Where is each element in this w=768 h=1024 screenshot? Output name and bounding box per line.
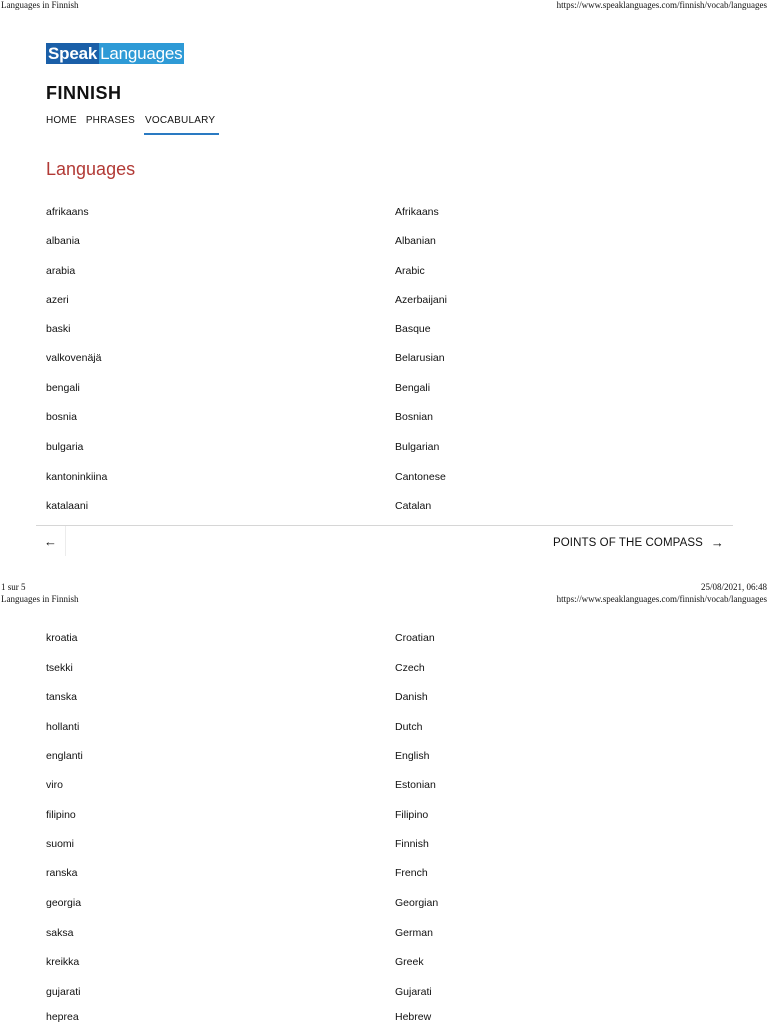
vocab-row (0, 470, 768, 484)
finnish-word: bulgaria (46, 441, 84, 453)
vocab-row (0, 896, 768, 910)
finnish-word: filipino (46, 809, 76, 821)
english-word: Filipino (395, 809, 429, 821)
finnish-word: kroatia (46, 632, 78, 644)
finnish-word: georgia (46, 897, 82, 909)
finnish-word: saksa (46, 927, 74, 939)
english-word: Albanian (395, 235, 436, 247)
finnish-word: albania (46, 235, 80, 247)
vocab-row (0, 926, 768, 940)
finnish-word: kantoninkiina (46, 471, 108, 483)
vocab-row (0, 778, 768, 792)
vocab-row (0, 631, 768, 645)
english-word: French (395, 867, 428, 879)
english-word: English (395, 750, 430, 762)
print-header-title: Languages in Finnish (1, 0, 79, 10)
english-word: Croatian (395, 632, 435, 644)
vocab-row (0, 322, 768, 336)
vocab-row (0, 264, 768, 278)
main-nav (46, 115, 219, 135)
finnish-word: valkovenäjä (46, 352, 102, 364)
english-word: Basque (395, 323, 431, 335)
english-word: Estonian (395, 779, 436, 791)
vocab-row (0, 234, 768, 248)
vocab-row (0, 955, 768, 969)
finnish-word: viro (46, 779, 63, 791)
finnish-word: bengali (46, 382, 80, 394)
english-word: Danish (395, 691, 428, 703)
finnish-word: heprea (46, 1011, 79, 1023)
english-word: Dutch (395, 721, 423, 733)
logo-languages-text: Languages (100, 44, 183, 63)
english-word: Hebrew (395, 1011, 432, 1023)
vocab-row (0, 499, 768, 513)
vocab-row (0, 808, 768, 822)
next-topic-label: POINTS OF THE COMPASS (552, 536, 703, 549)
finnish-word: katalaani (46, 500, 89, 512)
vocab-row (0, 720, 768, 734)
print-header-url[interactable]: https://www.speaklanguages.com/finnish/vocab/languages (556, 594, 767, 604)
english-word: Bulgarian (395, 441, 440, 453)
language-title: FINNISH (46, 83, 122, 103)
finnish-word: azeri (46, 294, 69, 306)
english-word: Azerbaijani (395, 294, 447, 306)
finnish-word: ranska (46, 867, 78, 879)
english-word: Bosnian (395, 411, 433, 423)
arrow-left-icon: ← (44, 534, 57, 549)
vocab-row (0, 749, 768, 763)
vocab-row (0, 205, 768, 219)
vocab-row (0, 985, 768, 999)
english-word: Georgian (395, 897, 439, 909)
finnish-word: bosnia (46, 411, 77, 423)
vocab-row (0, 440, 768, 454)
vocab-row (0, 866, 768, 880)
english-word: Bengali (395, 382, 431, 394)
english-word: Czech (395, 662, 425, 674)
previous-page-button[interactable] (44, 534, 57, 549)
finnish-word: arabia (46, 265, 76, 277)
finnish-word: suomi (46, 838, 75, 850)
finnish-word: baski (46, 323, 71, 335)
next-topic-link[interactable] (553, 535, 724, 550)
vocab-row (0, 1010, 768, 1024)
english-word: Arabic (395, 265, 425, 277)
finnish-word: hollanti (46, 721, 80, 733)
english-word: Finnish (395, 838, 429, 850)
vocab-row (0, 381, 768, 395)
finnish-word: afrikaans (46, 206, 89, 218)
vocab-row (0, 293, 768, 307)
arrow-right-icon: → (710, 535, 724, 550)
print-footer-page: 1 sur 5 (1, 582, 26, 592)
finnish-word: gujarati (46, 986, 81, 998)
english-word: Belarusian (395, 352, 445, 364)
print-footer-datetime: 25/08/2021, 06:48 (700, 582, 767, 592)
english-word: Cantonese (395, 471, 446, 483)
pager-vertical-divider (65, 526, 66, 556)
english-word: Afrikaans (395, 206, 439, 218)
pager-divider (36, 525, 733, 526)
vocab-row (0, 837, 768, 851)
finnish-word: englanti (46, 750, 83, 762)
nav-vocabulary[interactable]: VOCABULARY (144, 115, 219, 135)
print-header-url[interactable]: https://www.speaklanguages.com/finnish/vocab/languages (556, 0, 767, 10)
english-word: Catalan (395, 500, 432, 512)
finnish-word: tanska (46, 691, 77, 703)
english-word: Gujarati (395, 986, 432, 998)
nav-phrases[interactable]: PHRASES (85, 115, 136, 126)
vocab-row (0, 690, 768, 704)
vocab-row (0, 661, 768, 675)
english-word: Greek (395, 956, 424, 968)
page-heading: Languages (46, 159, 136, 179)
logo-speak-text: Speak (48, 44, 98, 63)
finnish-word: kreikka (46, 956, 80, 968)
finnish-word: tsekki (46, 662, 73, 674)
speaklanguages-logo[interactable] (46, 43, 184, 64)
english-word: German (395, 927, 433, 939)
vocab-row (0, 351, 768, 365)
print-header-title: Languages in Finnish (1, 594, 79, 604)
nav-home[interactable]: HOME (46, 115, 77, 126)
vocab-row (0, 410, 768, 424)
